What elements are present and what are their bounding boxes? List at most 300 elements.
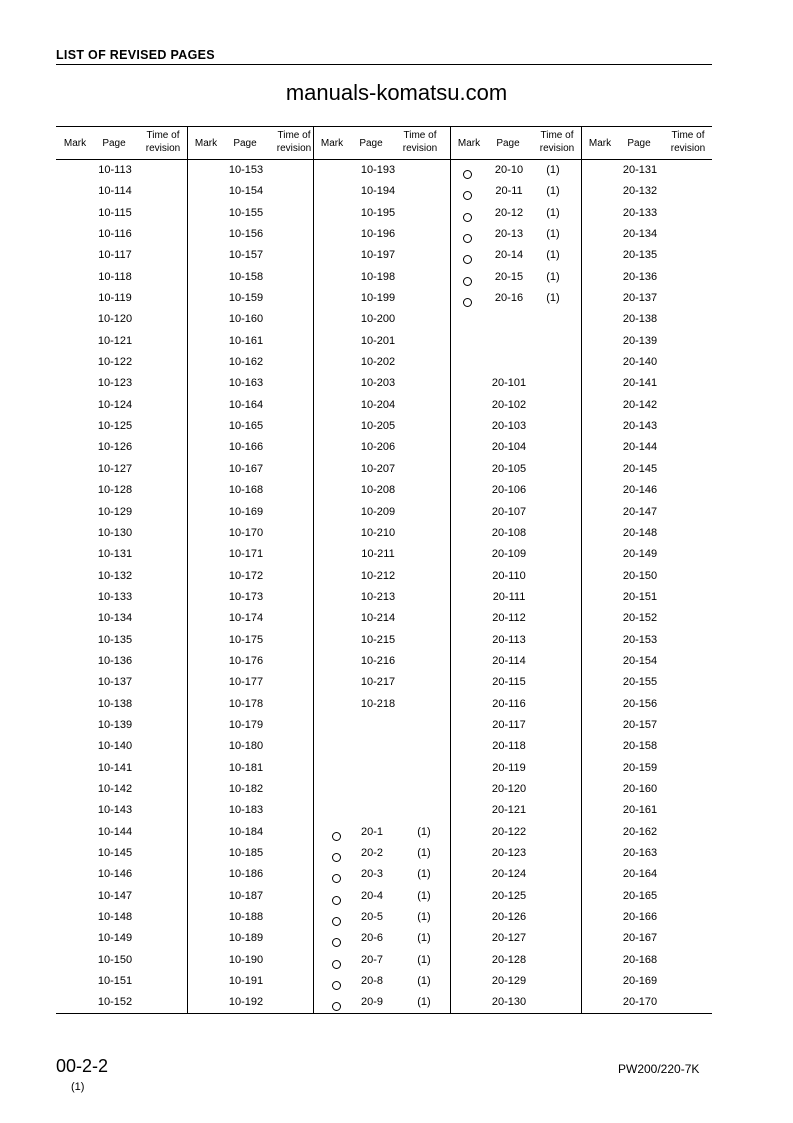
- table-row: [581, 267, 712, 288]
- table-row: [56, 224, 187, 245]
- header-mark: Mark: [194, 138, 218, 149]
- header-time-line1: Time of: [146, 130, 180, 141]
- table-row: [313, 715, 450, 736]
- revision-circle-icon: [332, 917, 341, 926]
- page-cell: 20-140: [622, 356, 658, 369]
- page-cell: 10-178: [228, 697, 264, 710]
- table-row: [581, 800, 712, 821]
- page-cell: 20-158: [622, 740, 658, 753]
- page-cell: 10-161: [228, 334, 264, 347]
- header-page: Page: [627, 138, 651, 149]
- page-cell: 20-6: [360, 932, 384, 945]
- revision-circle-icon: [332, 853, 341, 862]
- page-cell: 10-175: [228, 633, 264, 646]
- revision-circle-icon: [332, 981, 341, 990]
- page-cell: 10-168: [228, 484, 264, 497]
- table-row: [187, 331, 313, 352]
- page-cell: 10-167: [228, 462, 264, 475]
- table-row: [581, 694, 712, 715]
- table-row: [56, 160, 187, 181]
- table-row: [187, 822, 313, 843]
- table-row: [313, 459, 450, 480]
- table-row: [313, 502, 450, 523]
- page-cell: 10-153: [228, 164, 264, 176]
- page-cell: 10-217: [360, 676, 396, 689]
- page-cell: 10-136: [97, 654, 133, 667]
- table-row: [56, 971, 187, 992]
- column-divider: [313, 126, 314, 1014]
- page-cell: 20-157: [622, 718, 658, 731]
- page-cell: 10-128: [97, 484, 133, 497]
- page-cell: 10-210: [360, 526, 396, 539]
- page-cell: 10-202: [360, 356, 396, 369]
- table-rows: [450, 160, 581, 1014]
- column-divider: [581, 126, 582, 1014]
- table-row: [56, 843, 187, 864]
- page-cell: 20-114: [492, 654, 526, 667]
- table-row: [56, 480, 187, 501]
- page-cell: 10-177: [228, 676, 264, 689]
- table-row: [187, 373, 313, 394]
- table-row: [450, 886, 581, 907]
- header-page: Page: [233, 138, 257, 149]
- table-row: [187, 587, 313, 608]
- table-row: [450, 672, 581, 693]
- table-row: [450, 758, 581, 779]
- footer-revision: (1): [71, 1081, 85, 1093]
- page-cell: 20-108: [491, 526, 527, 539]
- page-cell: 20-106: [491, 484, 527, 497]
- table-row: [313, 288, 450, 309]
- table-row: [313, 630, 450, 651]
- table-row: [56, 800, 187, 821]
- revised-pages-table: [56, 126, 712, 1014]
- table-row: [581, 950, 712, 971]
- page-cell: 20-136: [622, 270, 658, 283]
- page-cell: 20-166: [622, 911, 658, 924]
- page-cell: 20-153: [622, 633, 658, 646]
- table-row: [56, 437, 187, 458]
- table-row: [313, 544, 450, 565]
- table-row: [56, 758, 187, 779]
- page-cell: 20-102: [491, 398, 527, 411]
- page-cell: 20-167: [622, 932, 658, 945]
- column-group-4: [450, 126, 581, 1014]
- page-cell: 10-208: [360, 484, 396, 497]
- table-row: [56, 736, 187, 757]
- revision-cell: (1): [546, 292, 560, 305]
- table-row: [313, 822, 450, 843]
- header-time-line1: Time of: [277, 130, 311, 141]
- revision-circle-icon: [463, 213, 472, 222]
- header-page: Page: [496, 138, 520, 149]
- table-row: [450, 630, 581, 651]
- header-mark: Mark: [320, 138, 344, 149]
- revision-circle-icon: [332, 896, 341, 905]
- table-row: [450, 566, 581, 587]
- table-row: [450, 459, 581, 480]
- header-time-of-revision: [140, 129, 186, 155]
- page-cell: 10-122: [97, 356, 133, 369]
- table-row: [187, 779, 313, 800]
- header-time-line2: revision: [145, 143, 181, 154]
- page-cell: 20-128: [491, 953, 527, 966]
- table-row: [56, 523, 187, 544]
- table-row: [187, 437, 313, 458]
- table-row: [56, 907, 187, 928]
- table-row: [187, 758, 313, 779]
- page-cell: 10-144: [97, 825, 133, 838]
- page-cell: 10-213: [360, 590, 396, 603]
- revision-circle-icon: [332, 938, 341, 947]
- page-cell: 20-112: [492, 612, 526, 625]
- column-group-5: [581, 126, 712, 1014]
- revision-cell: (1): [417, 932, 431, 945]
- page-cell: 20-1: [360, 825, 384, 838]
- table-row: [56, 928, 187, 949]
- table-row: [313, 758, 450, 779]
- table-row: [56, 672, 187, 693]
- table-row: [450, 822, 581, 843]
- table-row: [187, 416, 313, 437]
- revision-cell: (1): [417, 953, 431, 966]
- page-cell: 10-197: [360, 249, 396, 262]
- page-cell: 10-193: [360, 164, 396, 176]
- revision-circle-icon: [463, 170, 472, 179]
- table-row: [56, 416, 187, 437]
- page-cell: 20-120: [491, 782, 527, 795]
- page-cell: 10-134: [97, 612, 133, 625]
- table-row: [56, 309, 187, 330]
- footer-model: PW200/220-7K: [618, 1062, 700, 1076]
- page-cell: 20-115: [492, 676, 526, 689]
- footer-page-number: 00-2-2: [56, 1056, 109, 1076]
- page-cell: 10-184: [228, 825, 264, 838]
- page-cell: 20-5: [360, 911, 384, 924]
- table-row: [450, 544, 581, 565]
- page-cell: 20-170: [622, 996, 658, 1009]
- page-cell: 10-160: [228, 313, 264, 326]
- table-row: [313, 608, 450, 629]
- page-cell: 20-15: [494, 270, 524, 283]
- page-cell: 20-119: [492, 761, 526, 774]
- page-cell: 20-126: [491, 911, 527, 924]
- table-row: [581, 715, 712, 736]
- page-cell: 10-155: [228, 206, 264, 219]
- table-row: [450, 651, 581, 672]
- page-cell: 10-135: [97, 633, 133, 646]
- page-cell: 10-116: [98, 228, 132, 241]
- page-cell: 20-154: [622, 654, 658, 667]
- page-cell: 20-168: [622, 953, 658, 966]
- page-cell: 10-113: [98, 164, 132, 176]
- table-row: [56, 864, 187, 885]
- table-row: [56, 566, 187, 587]
- page-cell: 20-118: [492, 740, 526, 753]
- page-cell: 20-13: [494, 228, 524, 241]
- table-row: [450, 480, 581, 501]
- table-row: [187, 950, 313, 971]
- page-cell: 10-218: [360, 697, 396, 710]
- page-cell: 10-146: [97, 868, 133, 881]
- table-row: [450, 736, 581, 757]
- header-mark: Mark: [588, 138, 612, 149]
- page-cell: 20-105: [491, 462, 527, 475]
- table-row: [450, 181, 581, 202]
- page-cell: 10-139: [97, 718, 133, 731]
- page-cell: 20-160: [622, 782, 658, 795]
- table-row: [56, 651, 187, 672]
- table-row: [450, 864, 581, 885]
- page-cell: 10-212: [360, 569, 396, 582]
- page-cell: 20-161: [622, 804, 658, 817]
- page-cell: 20-8: [360, 975, 384, 988]
- table-row: [313, 416, 450, 437]
- table-row: [450, 694, 581, 715]
- table-row: [313, 203, 450, 224]
- page-cell: 20-148: [622, 526, 658, 539]
- page-cell: 20-2: [360, 847, 384, 859]
- table-row: [187, 971, 313, 992]
- header-time-of-revision: [397, 129, 443, 155]
- page-cell: 10-192: [228, 996, 264, 1009]
- table-row: [313, 437, 450, 458]
- page-cell: 10-204: [360, 398, 396, 411]
- table-row: [450, 331, 581, 352]
- table-rows: [313, 160, 450, 1014]
- page-cell: 10-209: [360, 505, 396, 518]
- page-cell: 20-14: [494, 249, 524, 262]
- table-row: [450, 843, 581, 864]
- table-row: [187, 566, 313, 587]
- revision-circle-icon: [332, 960, 341, 969]
- table-row: [450, 779, 581, 800]
- page-cell: 10-173: [228, 590, 264, 603]
- table-row: [56, 331, 187, 352]
- revision-cell: (1): [546, 164, 560, 176]
- page-cell: 10-183: [228, 804, 264, 817]
- table-row: [56, 288, 187, 309]
- page-cell: 10-114: [98, 185, 132, 198]
- table-row: [450, 950, 581, 971]
- page-cell: 20-145: [622, 462, 658, 475]
- page-cell: 20-138: [622, 313, 658, 326]
- header-time-line1: Time of: [540, 130, 574, 141]
- page-cell: 10-143: [97, 804, 133, 817]
- table-row: [450, 715, 581, 736]
- table-row: [581, 373, 712, 394]
- page-cell: 20-164: [622, 868, 658, 881]
- table-row: [56, 694, 187, 715]
- header-time-line2: revision: [402, 143, 438, 154]
- page-cell: 20-123: [491, 847, 527, 859]
- page-cell: 10-154: [228, 185, 264, 198]
- table-row: [313, 971, 450, 992]
- table-row: [581, 736, 712, 757]
- table-row: [56, 779, 187, 800]
- page-cell: 10-162: [228, 356, 264, 369]
- table-row: [56, 544, 187, 565]
- table-row: [450, 245, 581, 266]
- table-row: [187, 651, 313, 672]
- page-cell: 10-207: [360, 462, 396, 475]
- table-row: [581, 416, 712, 437]
- table-row: [581, 566, 712, 587]
- page-cell: 20-103: [491, 420, 527, 433]
- page-cell: 20-165: [622, 889, 658, 902]
- revision-circle-icon: [332, 874, 341, 883]
- table-row: [56, 181, 187, 202]
- page-cell: 10-180: [228, 740, 264, 753]
- table-column-groups: [56, 126, 712, 1014]
- table-row: [187, 523, 313, 544]
- table-row: [313, 480, 450, 501]
- table-row: [313, 950, 450, 971]
- table-row: [56, 608, 187, 629]
- table-row: [313, 224, 450, 245]
- table-row: [187, 309, 313, 330]
- page-cell: 10-120: [97, 313, 133, 326]
- table-row: [313, 309, 450, 330]
- page-cell: 10-148: [97, 911, 133, 924]
- table-row: [187, 544, 313, 565]
- page-cell: 10-130: [97, 526, 133, 539]
- table-row: [56, 203, 187, 224]
- table-row: [450, 907, 581, 928]
- page-cell: 10-169: [228, 505, 264, 518]
- column-group-header: [581, 126, 712, 159]
- table-row: [187, 459, 313, 480]
- table-row: [313, 160, 450, 181]
- revision-cell: (1): [417, 825, 431, 838]
- header-page: Page: [102, 138, 126, 149]
- table-row: [450, 203, 581, 224]
- page-cell: 20-139: [622, 334, 658, 347]
- page-cell: 10-164: [228, 398, 264, 411]
- table-row: [187, 630, 313, 651]
- table-row: [187, 800, 313, 821]
- page-cell: 20-143: [622, 420, 658, 433]
- table-row: [187, 395, 313, 416]
- table-row: [187, 352, 313, 373]
- table-row: [187, 886, 313, 907]
- table-row: [56, 395, 187, 416]
- column-group-2: [187, 126, 313, 1014]
- table-row: [187, 694, 313, 715]
- page-cell: 20-16: [494, 292, 524, 305]
- page-cell: 20-10: [494, 164, 524, 176]
- page-cell: 20-129: [491, 975, 527, 988]
- table-row: [56, 245, 187, 266]
- page-cell: 10-125: [97, 420, 133, 433]
- table-row: [581, 843, 712, 864]
- table-row: [313, 352, 450, 373]
- table-row: [313, 245, 450, 266]
- table-row: [313, 181, 450, 202]
- table-row: [581, 523, 712, 544]
- page-cell: 20-127: [491, 932, 527, 945]
- table-row: [313, 373, 450, 394]
- table-row: [56, 267, 187, 288]
- page-cell: 20-113: [492, 633, 526, 646]
- header-time-line1: Time of: [671, 130, 705, 141]
- table-row: [581, 587, 712, 608]
- table-row: [56, 715, 187, 736]
- page-cell: 10-170: [228, 526, 264, 539]
- page-cell: 20-131: [622, 164, 658, 176]
- page-cell: 10-215: [360, 633, 396, 646]
- table-row: [581, 886, 712, 907]
- table-row: [56, 459, 187, 480]
- page-cell: 10-151: [97, 975, 133, 988]
- table-row: [56, 502, 187, 523]
- table-row: [187, 672, 313, 693]
- page-cell: 20-133: [622, 206, 658, 219]
- header-time-line2: revision: [670, 143, 706, 154]
- header-mark: Mark: [63, 138, 87, 149]
- page-cell: 10-201: [360, 334, 396, 347]
- table-row: [450, 224, 581, 245]
- revision-circle-icon: [463, 234, 472, 243]
- page-cell: 10-133: [97, 590, 133, 603]
- table-row: [581, 779, 712, 800]
- page-cell: 10-186: [228, 868, 264, 881]
- table-row: [450, 800, 581, 821]
- page-cell: 10-188: [228, 911, 264, 924]
- page-cell: 10-137: [97, 676, 133, 689]
- table-row: [581, 907, 712, 928]
- table-row: [450, 416, 581, 437]
- page-cell: 10-174: [228, 612, 264, 625]
- page-cell: 20-130: [491, 996, 527, 1009]
- page-cell: 20-107: [491, 505, 527, 518]
- page-header-title: LIST OF REVISED PAGES: [56, 48, 215, 62]
- page-cell: 20-121: [491, 804, 527, 817]
- table-row: [450, 267, 581, 288]
- table-row: [450, 587, 581, 608]
- revision-cell: (1): [546, 270, 560, 283]
- page-cell: 10-190: [228, 953, 264, 966]
- column-group-header: [187, 126, 313, 159]
- table-row: [581, 245, 712, 266]
- table-row: [56, 352, 187, 373]
- page-cell: 20-7: [360, 953, 384, 966]
- page-cell: 20-122: [491, 825, 527, 838]
- page-cell: 20-109: [491, 548, 527, 561]
- header-page: Page: [359, 138, 383, 149]
- table-row: [581, 395, 712, 416]
- table-row: [187, 203, 313, 224]
- table-row: [581, 758, 712, 779]
- page-cell: 20-163: [622, 847, 658, 859]
- page-cell: 10-205: [360, 420, 396, 433]
- page-cell: 20-124: [491, 868, 527, 881]
- table-row: [450, 288, 581, 309]
- table-row: [450, 373, 581, 394]
- page-cell: 20-156: [622, 697, 658, 710]
- table-row: [313, 843, 450, 864]
- table-row: [313, 694, 450, 715]
- table-row: [187, 224, 313, 245]
- header-time-line2: revision: [539, 143, 575, 154]
- table-row: [187, 480, 313, 501]
- header-mark: Mark: [457, 138, 481, 149]
- table-row: [187, 245, 313, 266]
- page-cell: 20-150: [622, 569, 658, 582]
- revision-cell: (1): [417, 868, 431, 881]
- table-row: [581, 331, 712, 352]
- page-cell: 10-171: [228, 548, 264, 561]
